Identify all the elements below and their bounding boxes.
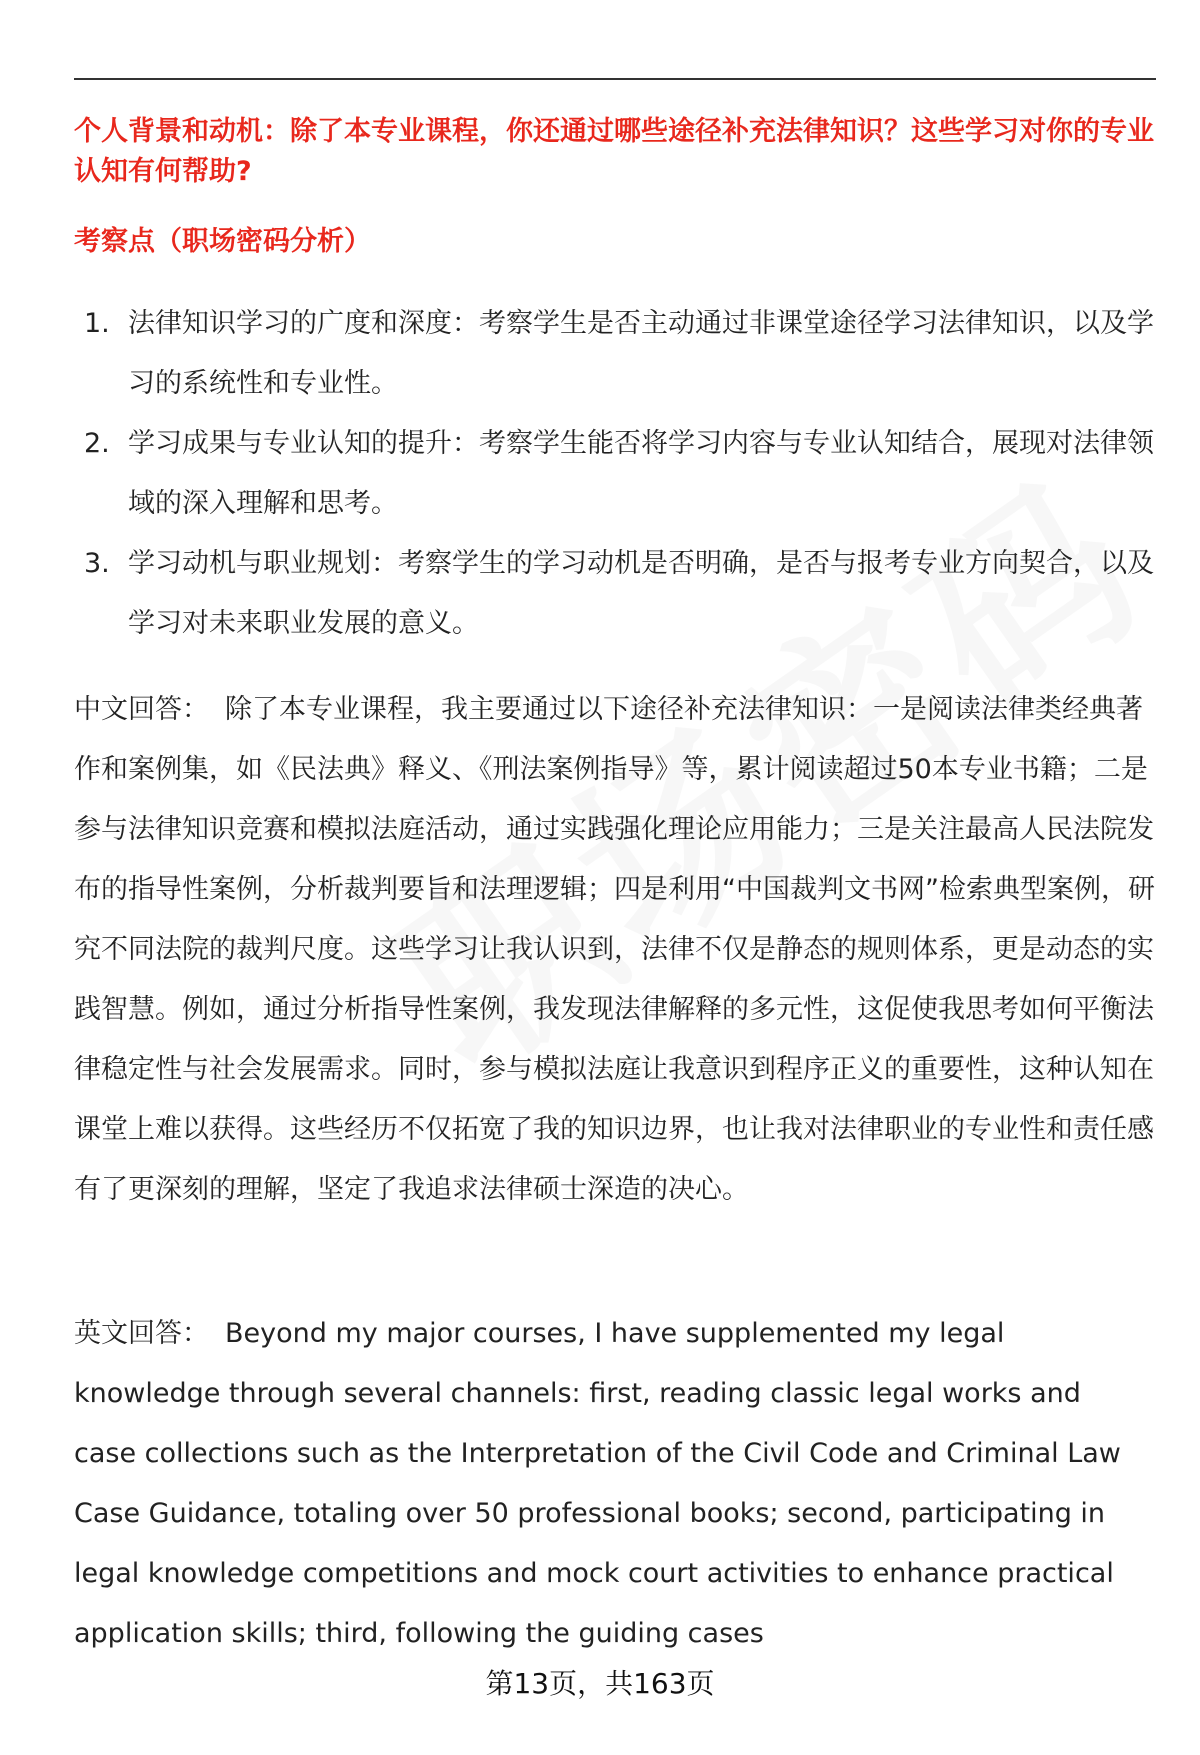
question-heading: 个人背景和动机：除了本专业课程，你还通过哪些途径补充法律知识？这些学习对你的专业认知有何帮助? [74,116,1154,187]
page-number: 第13页，共163页 [485,1667,715,1700]
chinese-answer [74,680,1159,1220]
header-divider [74,78,1156,80]
list-item [74,414,1159,534]
list-number: 1. [84,308,110,339]
list-item-text: 学习动机与职业规划：考察学生的学习动机是否明确，是否与报考专业方向契合，以及学习对未来职业发展的意义。 [128,548,1154,639]
english-answer [74,1304,1134,1664]
assessment-points-list [74,294,1159,654]
chinese-answer-label: 中文回答： [74,694,209,725]
list-number: 3. [84,548,110,579]
list-item-text: 学习成果与专业认知的提升：考察学生能否将学习内容与专业认知结合，展现对法律领域的深入理解和思考。 [128,428,1154,519]
list-item [74,294,1159,414]
section-title: 考察点（职场密码分析） [74,226,371,257]
list-number: 2. [84,428,110,459]
english-answer-text: Beyond my major courses, I have supplemented my legal knowledge through several channels: first, reading classic legal works and case collections such as the Interpretation of the Civil Code and Criminal Law Case Guidance, totaling over 50 professional books; second, participating in legal knowledge competitions and mock court activities to enhance practical application skills; third, following the guiding cases [74,1318,1121,1649]
list-item [74,534,1159,654]
chinese-answer-text: 除了本专业课程，我主要通过以下途径补充法律知识：一是阅读法律类经典著作和案例集，如《民法典》释义、《刑法案例指导》等，累计阅读超过50本专业书籍；二是参与法律知识竞赛和模拟法庭活动，通过实践强化理论应用能力；三是关注最高人民法院发布的指导性案例，分析裁判要旨和法理逻辑；四是利用“中国裁判文书网”检索典型案例，研究不同法院的裁判尺度。这些学习让我认识到，法律不仅是静态的规则体系，更是动态的实践智慧。例如，通过分析指导性案例，我发现法律解释的多元性，这促使我思考如何平衡法律稳定性与社会发展需求。同时，参与模拟法庭让我意识到程序正义的重要性，这种认知在课堂上难以获得。这些经历不仅拓宽了我的知识边界，也让我对法律职业的专业性和责任感有了更深刻的理解，坚定了我追求法律硕士深造的决心。 [74,694,1155,1205]
list-item-text: 法律知识学习的广度和深度：考察学生是否主动通过非课堂途径学习法律知识，以及学习的系统性和专业性。 [128,308,1154,399]
english-answer-label: 英文回答： [74,1318,209,1349]
